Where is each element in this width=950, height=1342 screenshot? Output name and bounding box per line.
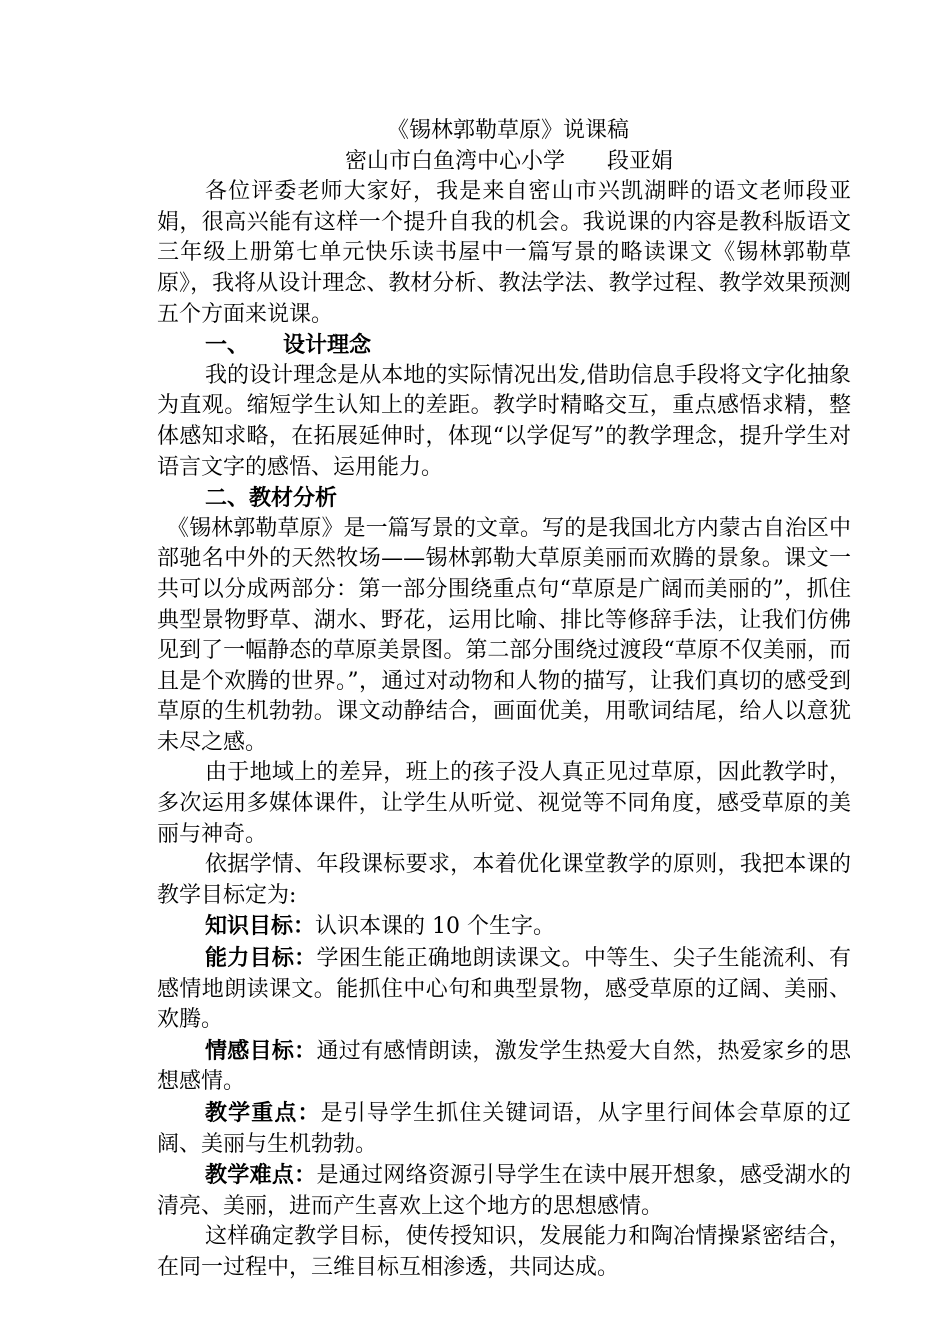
goal-label: 情感目标： <box>205 1037 317 1064</box>
intro-paragraph: 各位评委老师大家好，我是来自密山市兴凯湖畔的语文老师段亚娟，很高兴能有这样一个提升自我的机会。我说课的内容是教科版语文三年级上册第七单元快乐读书屋中一篇写景的略读课文《锡林郭勒草原》，我将从设计理念、教材分析、教法学法、教学过程、教学效果预测五个方面来说课。 <box>157 179 851 327</box>
document-body <box>157 116 851 1284</box>
teaching-difficulty <box>157 1160 851 1222</box>
material-analysis-paragraph: 《锡林郭勒草原》是一篇写景的文章。写的是我国北方内蒙古自治区中部驰名中外的天然牧场——锡林郭勒大草原美丽而欢腾的景象。课文一共可以分成两部分：第一部分围绕重点句“草原是广阔而美丽的”，抓住典型景物野草、湖水、野花，运用比喻、排比等修辞手法，让我们仿佛见到了一幅静态的草原美景图。第二部分围绕过渡段“草原不仅美丽，而且是个欢腾的世界。”，通过对动物和人物的描写，让我们真切的感受到草原的生机勃勃。课文动静结合，画面优美，用歌词结尾，给人以意犹未尽之感。 <box>157 515 851 755</box>
goal-label: 教学重点： <box>205 1100 321 1126</box>
media-usage-paragraph: 由于地域上的差异，班上的孩子没人真正见过草原，因此教学时，多次运用多媒体课件，让学生从听觉、视觉等不同角度，感受草原的美丽与神奇。 <box>157 760 851 847</box>
section-number: 一、 <box>205 332 250 359</box>
section-heading-material-analysis: 二、教材分析 <box>205 485 338 512</box>
author-line: 密山市白鱼湾中心小学 段亚娟 <box>345 148 673 174</box>
goal-emotion <box>157 1036 851 1098</box>
section-heading-design-concept <box>157 330 851 361</box>
goal-text: 学困生能正确地朗读课文。中等生、尖子生能流利、有感情地朗读课文。能抓住中心句和典型景物，感受草原的辽阔、美丽、欢腾。 <box>157 946 851 1033</box>
goal-ability <box>157 943 851 1036</box>
goal-label: 能力目标： <box>205 945 317 972</box>
conclusion-paragraph: 这样确定教学目标，使传授知识，发展能力和陶冶情操紧密结合，在同一过程中，三维目标互相渗透，共同达成。 <box>157 1224 851 1280</box>
goal-knowledge <box>157 911 851 943</box>
goal-text: 是引导学生抓住关键词语，从字里行间体会草原的辽阔、美丽与生机勃勃。 <box>157 1101 851 1157</box>
section-title: 设计理念 <box>283 332 372 359</box>
teaching-key-point <box>157 1098 851 1160</box>
goal-text: 通过有感情朗读，激发学生热爱大自然，热爱家乡的思想感情。 <box>157 1038 851 1095</box>
design-concept-paragraph: 我的设计理念是从本地的实际情况出发,借助信息手段将文字化抽象为直观。缩短学生认知上的差距。教学时精略交互，重点感悟求精，整体感知求略，在拓展延伸时，体现“以学促写”的教学理念，提升学生对语言文字的感悟、运用能力。 <box>157 362 851 480</box>
goal-text: 是通过网络资源引导学生在读中展开想象，感受湖水的清亮、美丽，进而产生喜欢上这个地方的思想感情。 <box>157 1163 851 1219</box>
teaching-goals-intro: 依据学情、年段课标要求，本着优化课堂教学的原则，我把本课的教学目标定为: <box>157 852 851 908</box>
goal-label: 知识目标： <box>205 913 316 940</box>
document-title: 《锡林郭勒草原》说课稿 <box>387 118 630 143</box>
goal-text: 认识本课的 10 个生字。 <box>315 914 555 940</box>
goal-label: 教学难点： <box>205 1162 317 1189</box>
